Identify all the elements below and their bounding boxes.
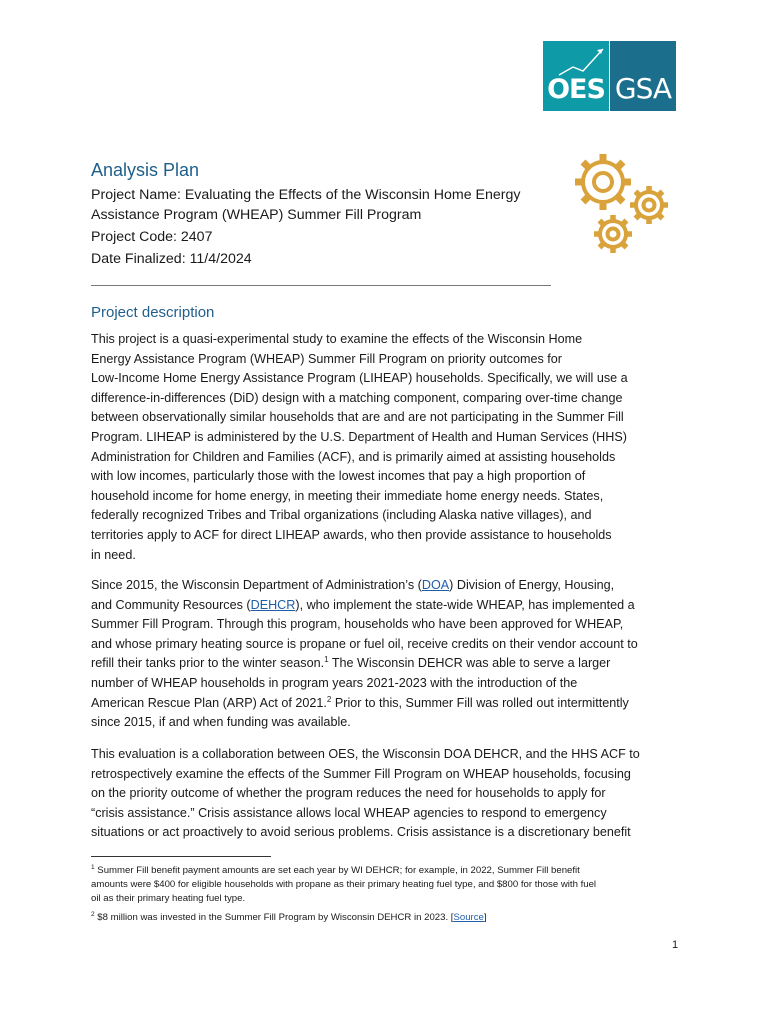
footnote-ref-1[interactable]: 1 — [324, 655, 329, 665]
oes-gsa-logo — [543, 41, 676, 111]
footnote-divider — [91, 856, 271, 857]
oes-logo-text: OES — [547, 74, 605, 105]
text-line: retrospectively examine the effects of the Summer Fill Program on WHEAP households, focusing — [91, 766, 631, 781]
text-segment: ) Division of Energy, Housing, — [449, 578, 615, 592]
text-line — [91, 596, 681, 616]
text-line: Program. LIHEAP is administered by the U.S. Department of Health and Human Services (HHS) — [91, 429, 627, 444]
footnote-line: oil as their primary heating fuel type. — [91, 893, 246, 905]
footnote-text: $8 million was invested in the Summer Fill Program by Wisconsin DEHCR in 2023. [ — [97, 912, 454, 923]
source-link[interactable]: Source — [453, 912, 484, 923]
text-segment: American Rescue Plan (ARP) Act of 2021. — [91, 695, 327, 710]
text-line: federally recognized Tribes and Tribal organizations (including Alaska native villages), and — [91, 508, 592, 523]
project-name-line1: Project Name: Evaluating the Effects of the Wisconsin Home Energy — [91, 187, 521, 203]
text-line: between observationally similar households that are and are not participating in the Summer Fill — [91, 410, 624, 425]
text-line — [91, 576, 681, 596]
project-name-line2: Assistance Program (WHEAP) Summer Fill Program — [91, 207, 422, 223]
text-segment: Since 2015, the Wisconsin Department of Administration’s ( — [91, 578, 422, 592]
text-segment: ), who implement the state-wide WHEAP, has implemented a — [295, 597, 635, 612]
footnote-ref-2[interactable]: 2 — [326, 694, 332, 704]
text-line: This project is a quasi-experimental study to examine the effects of the Wisconsin Home — [91, 332, 583, 346]
text-line: on the priority outcome of whether the program reduces the need for households to apply for — [91, 786, 606, 801]
footnote-line — [91, 864, 691, 878]
text-line: difference-in-differences (DiD) design with a matching component, comparing over-time change — [91, 390, 623, 405]
text-line: and whose primary heating source is propane or fuel oil, receive credits on their vendor account to — [91, 636, 638, 651]
text-line: Low-Income Home Energy Assistance Program (LIHEAP) households. Specifically, we will use a — [91, 371, 628, 386]
footnote-2 — [91, 911, 691, 925]
dehcr-link[interactable]: DEHCR — [250, 597, 296, 612]
paragraph-2 — [91, 576, 681, 733]
section-heading: Project description — [91, 304, 215, 321]
text-line — [91, 654, 681, 674]
text-segment: and Community Resources ( — [91, 597, 251, 612]
footnote-line — [91, 911, 691, 925]
paragraph-3 — [91, 745, 681, 843]
gsa-logo-block — [610, 41, 676, 111]
page-title: Analysis Plan — [91, 160, 200, 180]
header-divider — [91, 285, 551, 286]
text-line: household income for home energy, in meeting their immediate home energy needs. States, — [91, 488, 604, 503]
paragraph-1 — [91, 330, 681, 565]
text-segment: refill their tanks prior to the winter season. — [91, 656, 325, 671]
oes-logo-block — [543, 41, 609, 111]
text-line: Administration for Children and Families (ACF), and is primarily aimed at assisting households — [91, 449, 616, 464]
footnote-number: 2 — [91, 911, 95, 918]
doa-link[interactable]: DOA — [421, 578, 450, 592]
text-segment: Prior to this, Summer Fill was rolled out intermittently — [331, 695, 629, 710]
page-number: 1 — [672, 939, 679, 951]
date-finalized: Date Finalized: 11/4/2024 — [91, 251, 252, 267]
text-line — [91, 694, 681, 714]
text-line: territories apply to ACF for direct LIHEAP awards, who then provide assistance to households — [91, 527, 612, 542]
gears-icon — [569, 150, 675, 260]
text-line: since 2015, if and when funding was available. — [91, 715, 351, 730]
text-line: number of WHEAP households in program years 2021-2023 with the introduction of the — [91, 675, 578, 690]
text-line: “crisis assistance.” Crisis assistance allows local WHEAP agencies to respond to emergency — [91, 805, 607, 820]
text-line: Energy Assistance Program (WHEAP) Summer Fill Program on priority outcomes for — [91, 351, 563, 366]
footnote-text: ] — [483, 912, 487, 923]
footnote-text: Summer Fill benefit payment amounts are set each year by WI DEHCR; for example, in 2022, Summer Fill benefit — [97, 865, 580, 876]
footnote-number: 1 — [91, 864, 95, 871]
text-line: Summer Fill Program. Through this program, households who have been approved for WHEAP, — [91, 617, 624, 632]
text-segment: The Wisconsin DEHCR was able to serve a larger — [328, 656, 611, 671]
text-line: This evaluation is a collaboration between OES, the Wisconsin DOA DEHCR, and the HHS ACF to — [91, 747, 640, 761]
text-line: in need. — [91, 547, 136, 562]
footnote-line: amounts were $400 for eligible households with propane as their primary heating fuel type, and $800 for those with fuel — [91, 879, 597, 891]
text-line: situations or act proactively to avoid serious problems. Crisis assistance is a discretionary benefit — [91, 825, 631, 840]
project-code: Project Code: 2407 — [91, 229, 213, 245]
gsa-logo-text: GSA — [614, 72, 672, 105]
footnote-1 — [91, 864, 691, 907]
text-line: with low incomes, particularly those with the lowest incomes that pay a high proportion of — [91, 469, 586, 484]
